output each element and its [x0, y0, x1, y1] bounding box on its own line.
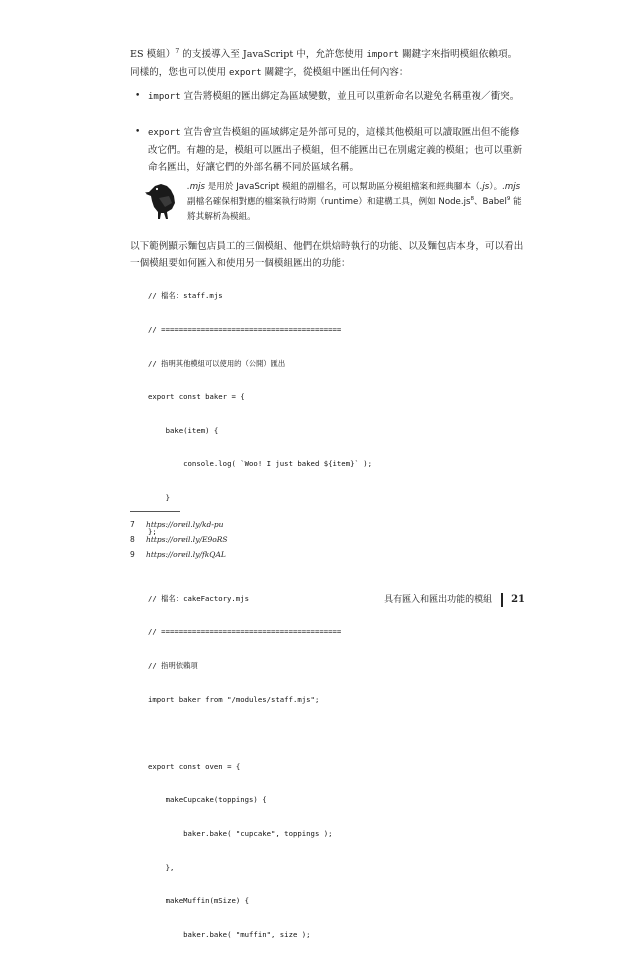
footnote-item: 8 https://oreil.ly/E9oRS	[130, 535, 228, 544]
code-line: // 檔名：staff.mjs	[148, 291, 223, 301]
footnote-item: 9 https://oreil.ly/fkQAL	[130, 550, 226, 559]
footnote-link[interactable]: https://oreil.ly/kd-pu	[146, 520, 224, 529]
code-line: }	[148, 492, 170, 502]
bullet-dot: •	[135, 91, 141, 101]
code-line: // 檔名：cakeFactory.mjs	[148, 593, 249, 603]
code-line: // 指明其他模組可以使用的（公開）匯出	[148, 358, 286, 368]
code-line: export const oven = {	[148, 761, 241, 771]
page-number: 21	[511, 594, 525, 605]
code-line: bake(item) {	[148, 425, 219, 435]
bullet-export-text: export 宣告會宣告模組的區域綁定是外部可見的，這樣其他模組可以讀取匯出但不能修改它們。有趣的是，模組可以匯出子模組，但不能匯出已在別處定義的模組；也可以重新命名匯出，好讓它們的外部名稱不同於區域名稱。	[148, 127, 523, 173]
bullet-export	[135, 124, 525, 176]
footnotes	[130, 517, 430, 562]
footnote-ref-8: 8	[470, 196, 474, 203]
code-line: };	[148, 526, 157, 536]
code-line: // =========================================	[148, 325, 342, 334]
code-block	[148, 268, 528, 962]
example-intro-paragraph: 以下範例顯示麵包店員工的三個模組、他們在烘焙時執行的功能、以及麵包店本身，可以看出一個模組要如何匯入和使用另一個模組匯出的功能：	[130, 241, 524, 269]
page-footer	[384, 593, 525, 607]
code-line: // =========================================	[148, 627, 342, 637]
raven-icon	[145, 180, 179, 220]
code-line: makeMuffin(mSize) {	[148, 896, 250, 906]
bullet-dot: •	[135, 127, 141, 137]
inline-code-export: export	[229, 68, 262, 78]
intro-line-1: ES 模組）$^7$ 的支援導入至 JavaScript 中，允許您使用 import 關鍵字來指明模組依賴項。	[130, 47, 518, 60]
code-line: makeCupcake(toppings) {	[148, 795, 267, 805]
code-line: baker.bake( "muffin", size );	[148, 929, 311, 939]
footnote-item: 7 https://oreil.ly/kd-pu	[130, 520, 224, 529]
code-line: baker.bake( "cupcake", toppings );	[148, 828, 333, 838]
footnote-link[interactable]: https://oreil.ly/fkQAL	[146, 550, 226, 559]
bullet-import-text: import 宣告將模組的匯出綁定為區域變數，並且可以重新命名以避免名稱重複／衝突。	[148, 91, 520, 102]
tip-note	[145, 180, 525, 226]
code-line: },	[148, 862, 175, 872]
code-line: // 指明依賴項	[148, 660, 198, 670]
code-line: console.log( `Woo! I just baked ${item}` );	[148, 459, 373, 469]
note-text: .mjs 是用於 JavaScript 模組的副檔名，可以幫助區分模組檔案和經典腳本（.js）。.mjs 副檔名確保相對應的檔案執行時期（runtime）和建構工具，例如 $Node.js^8$、Babel$^9$ 能將其解析為模組。	[187, 182, 522, 222]
intro-paragraph	[130, 46, 525, 82]
footer-divider	[501, 593, 503, 607]
bullet-import	[135, 88, 525, 106]
footnote-link[interactable]: https://oreil.ly/E9oRS	[146, 535, 228, 544]
footnote-ref-9: 9	[506, 196, 511, 203]
code-line	[148, 727, 528, 738]
intro-line-2: 同樣的，您也可以使用 export 關鍵字，從模組中匯出任何內容：	[130, 67, 409, 78]
footnote-divider	[130, 511, 180, 512]
section-title: 具有匯入和匯出功能的模組	[384, 595, 493, 605]
inline-code-import: import	[366, 50, 399, 60]
code-line: import baker from "/modules/staff.mjs";	[148, 694, 320, 704]
footnote-ref-7: 7	[175, 47, 180, 55]
code-line: export const baker = {	[148, 392, 245, 402]
